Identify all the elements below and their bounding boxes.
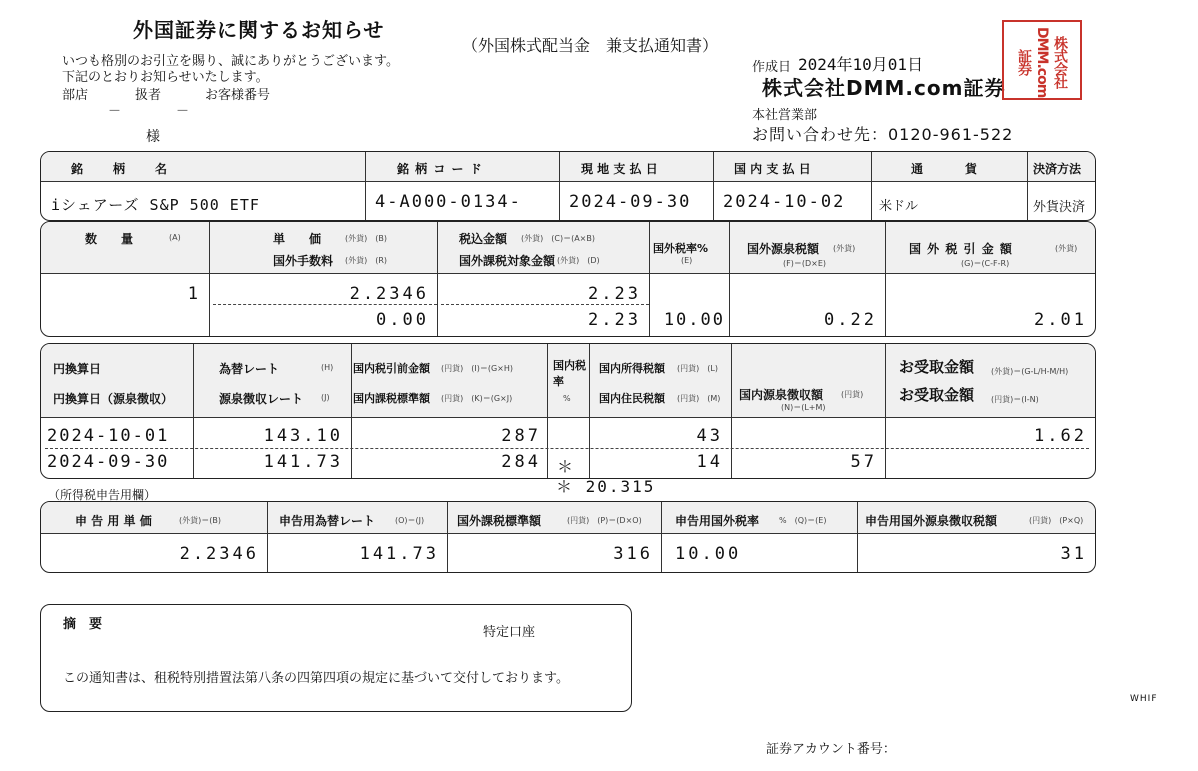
h-foreign-withholding-sub: (外貨) [833,244,856,253]
h-jpy-conv-date: 円換算日 [53,362,102,376]
h-quantity-sub: (A) [169,233,181,242]
income-tax: 43 [696,426,723,446]
jpy-conv-date: 2024-10-01 [47,426,170,446]
h-jpy-conv-date-withholding: 円換算日（源泉徴収） [53,392,174,406]
summary-box [40,604,632,712]
return-tax-base: 316 [613,544,653,564]
account-type: 特定口座 [483,625,536,640]
handler-dash: － [176,104,190,119]
currency: 米ドル [879,199,919,214]
security-info-table [40,151,1096,221]
return-fx-rate: 141.73 [359,544,439,564]
local-pay-date: 2024-09-30 [569,192,692,212]
branch-label: 部店 [62,88,89,103]
h-net-foreign: 国 外 税 引 金 額 [909,242,1013,256]
doc-type: （外国株式配当金 兼支払通知書） [462,36,719,55]
h-return-foreign-withholding: 申告用国外源泉徴収税額 [865,514,998,528]
h-foreign-fee-sub: (外貨) (R) [345,256,388,265]
h-foreign-withholding-formula: (F)＝(D×E) [783,259,827,268]
h-domestic-rate: 国内税率 [553,359,586,388]
h-security-code: 銘 柄 コ ー ド [397,162,483,176]
domestic-rate-note: ＊ 20.315 [556,477,656,496]
created-date: 2024年10月01日 [798,55,924,74]
customer-no-label: お客様番号 [205,88,271,103]
h-domestic-rate-sub: % [563,394,571,403]
h-domestic-tax-base: 国内課税標準額 [353,392,430,405]
h-unit-price-sub: (外貨) (B) [345,234,387,243]
fx-rate: 143.10 [263,426,343,446]
h-return-fx-rate: 申告用為替レート [279,514,376,528]
resident-tax: 14 [696,452,723,472]
h-foreign-withholding: 国外源泉税額 [747,242,820,256]
h-tax-incl: 税込金額 [459,232,508,246]
h-return-tax-base: 国外課税標準額 [457,514,542,528]
honorific: 様 [146,129,160,145]
h-domestic-withholding-formula: (N)＝(L+M) [781,403,826,412]
company-seal: 株式会社 DMM.com 証券 [1002,20,1082,100]
h-domestic-withholding: 国内源泉徴収額 [739,388,824,402]
h-unit-price: 単 価 [273,232,322,246]
h-return-tax-base-sub: (円貨) (P)＝(D×O) [567,516,642,525]
return-foreign-withholding: 31 [1060,544,1087,564]
quantity: 1 [187,284,201,304]
h-fx-rate-sub: (H) [321,363,334,372]
h-return-unit-price: 申 告 用 単 価 [75,514,152,528]
h-local-pay-date: 現 地 支 払 日 [581,162,658,176]
h-withholding-rate: 源泉徴収レート [219,392,304,406]
income-tax-section-label: （所得税申告用欄） [48,488,157,502]
unit-price: 2.2346 [349,284,429,304]
h-foreign-rate: 国外税率% [653,242,709,255]
h-security-name: 銘 柄 名 [71,162,170,176]
doc-title: 外国証券に関するお知らせ [133,18,385,42]
created-label: 作成日 [752,60,792,75]
h-pretax-domestic: 国内税引前金額 [353,362,430,375]
greeting-line2: 下記のとおりお知らせいたします。 [62,70,269,85]
domestic-pay-date: 2024-10-02 [723,192,846,212]
h-return-foreign-withholding-sub: (円貨) (P×Q) [1029,516,1084,525]
h-received-fx-sub: (外貨)＝(G-L/H-M/H) [991,367,1069,376]
h-return-foreign-rate: 申告用国外税率 [675,514,760,528]
h-quantity: 数 量 [85,232,134,246]
h-return-foreign-rate-sub: % (Q)＝(E) [779,516,827,525]
branch-dash: － [108,104,122,119]
security-code: 4-A000-0134- [375,192,522,212]
form-code: WHIF [1130,694,1158,704]
handler-label: 扱者 [135,88,162,103]
company-name: 株式会社DMM.com証券 [762,76,1006,100]
pretax-domestic: 287 [501,426,541,446]
h-resident-tax-sub: (円貨) (M) [677,394,721,403]
rate-asterisk: ＊ [557,457,574,476]
tax-return-table [40,501,1096,573]
foreign-amount-table [40,221,1096,337]
h-resident-tax: 国内住民税額 [599,392,665,405]
received-fx-amount: 1.62 [1034,426,1087,446]
jpy-conv-date-withholding: 2024-09-30 [47,452,170,472]
return-foreign-rate: 10.00 [675,544,742,564]
h-received-fx: お受取金額 [899,358,975,376]
settlement-method: 外貨決済 [1033,200,1086,215]
domestic-tax-base: 284 [501,452,541,472]
foreign-fee: 0.00 [376,310,429,330]
department: 本社営業部 [752,108,818,123]
domestic-tax-table [40,343,1096,479]
legal-note: この通知書は、租税特別措置法第八条の四第四項の規定に基づいて交付しております。 [63,671,569,686]
h-return-fx-rate-sub: (O)＝(J) [395,516,425,525]
withholding-rate: 141.73 [263,452,343,472]
net-foreign-amount: 2.01 [1034,310,1087,330]
taxable-base: 2.23 [588,310,641,330]
greeting-line1: いつも格別のお引立を賜り、誠にありがとうございます。 [62,54,399,69]
h-received-jpy-sub: (円貨)＝(I-N) [991,395,1039,404]
return-unit-price: 2.2346 [179,544,259,564]
contact-phone: お問い合わせ先：0120-961-522 [752,125,1014,144]
h-net-foreign-sub: (外貨) [1055,244,1078,253]
h-taxable-base-sub: (外貨) (D) [557,256,600,265]
h-foreign-rate-sub: (E) [681,256,693,265]
h-withholding-rate-sub: (J) [321,393,330,402]
h-foreign-fee: 国外手数料 [273,254,334,268]
domestic-withholding: 57 [850,452,877,472]
h-income-tax: 国内所得税額 [599,362,665,375]
h-domestic-pay-date: 国 内 支 払 日 [734,162,811,176]
h-income-tax-sub: (円貨) (L) [677,364,718,373]
foreign-withholding: 0.22 [824,310,877,330]
security-name: iシェアーズ S&P 500 ETF [51,196,260,214]
h-currency: 通 貨 [911,162,984,176]
h-received-jpy: お受取金額 [899,386,975,404]
account-number-label: 証券アカウント番号： [766,742,896,757]
h-return-unit-price-sub: (外貨)＝(B) [179,516,221,525]
foreign-rate: 10.00 [663,310,725,330]
h-tax-incl-sub: (外貨) (C)＝(A×B) [521,234,595,243]
h-taxable-base: 国外課税対象金額 [459,254,556,268]
h-settlement: 決済方法 [1033,162,1082,176]
h-domestic-tax-base-sub: (円貨) (K)＝(G×J) [441,394,513,403]
h-fx-rate: 為替レート [219,362,280,376]
h-net-foreign-formula: (G)＝(C-F-R) [961,259,1010,268]
summary-label: 摘 要 [63,617,103,632]
h-pretax-domestic-sub: (円貨) (I)＝(G×H) [441,364,514,373]
h-domestic-withholding-sub: (円貨) [841,390,864,399]
tax-incl-amount: 2.23 [588,284,641,304]
